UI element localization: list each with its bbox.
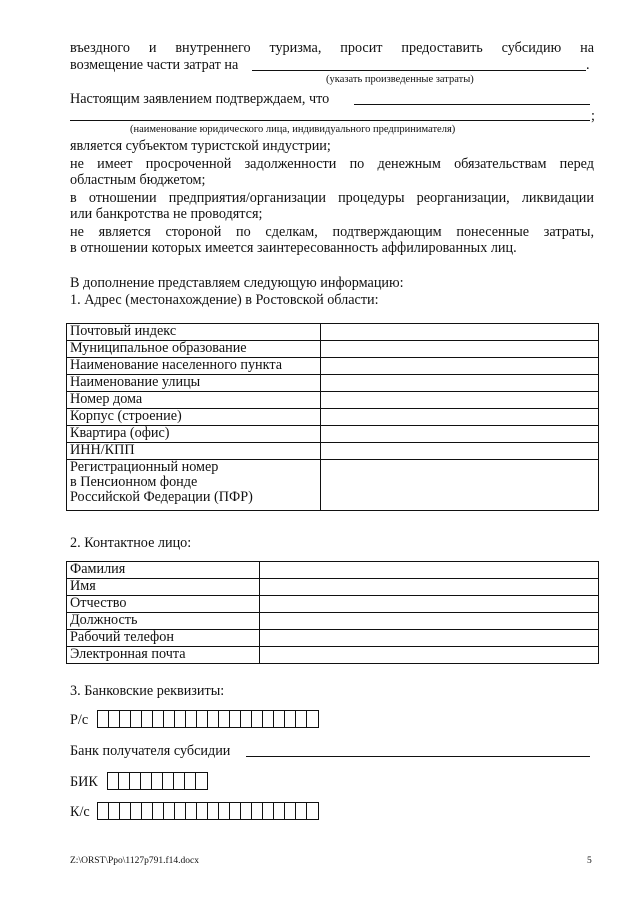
hint-costs: (указать произведенные затраты): [326, 74, 474, 85]
entity-field-1[interactable]: [354, 104, 590, 105]
table-row: [67, 562, 599, 579]
bank-label: Банк получателя субсидии: [70, 743, 231, 759]
row-label: Почтовый индекс: [67, 324, 321, 341]
rs-boxes[interactable]: [97, 710, 319, 728]
table-row: [67, 443, 599, 460]
statement-3b: или банкротства не проводятся;: [70, 206, 263, 222]
row-label: ИНН/КПП: [67, 443, 321, 460]
confirm-text: Настоящим заявлением подтверждаем, что: [70, 91, 330, 107]
table-row: [67, 596, 599, 613]
row-label: Фамилия: [67, 562, 260, 579]
value-cell[interactable]: [320, 409, 598, 426]
intro-line-1: въездного и внутреннего туризма, просит предоставить субсидию на: [70, 40, 594, 56]
section1-title: 1. Адрес (местонахождение) в Ростовской области:: [70, 292, 379, 308]
value-cell[interactable]: [320, 443, 598, 460]
table-row: [67, 375, 599, 392]
row-label: Отчество: [67, 596, 260, 613]
statement-4b: в отношении которых имеется заинтересованность аффилированных лиц.: [70, 240, 517, 256]
intro-line-2: возмещение части затрат на: [70, 57, 239, 73]
value-cell[interactable]: [320, 392, 598, 409]
value-cell[interactable]: [320, 324, 598, 341]
table-row: [67, 647, 599, 664]
footer-path: Z:\ORST\Ppo\1127p791.f14.docx: [70, 856, 199, 866]
contact-table: [66, 561, 599, 664]
row-label: Корпус (строение): [67, 409, 321, 426]
table-row: [67, 358, 599, 375]
section2-title: 2. Контактное лицо:: [70, 535, 192, 551]
ks-label: К/с: [70, 804, 90, 820]
row-label: Номер дома: [67, 392, 321, 409]
statement-4: не является стороной по сделкам, подтверждающим понесенные затраты,: [70, 224, 594, 240]
row-label: Муниципальное образование: [67, 341, 321, 358]
statement-3: в отношении предприятия/организации процедуры реорганизации, ликвидации: [70, 190, 594, 206]
value-cell[interactable]: [259, 579, 598, 596]
additional-info: В дополнение представляем следующую информацию:: [70, 275, 404, 291]
table-row: [67, 613, 599, 630]
table-row: [67, 579, 599, 596]
table-row: [67, 630, 599, 647]
bik-label: БИК: [70, 774, 98, 790]
row-label: Наименование населенного пункта: [67, 358, 321, 375]
row-label: Имя: [67, 579, 260, 596]
table-row: [67, 341, 599, 358]
entity-field-2[interactable]: [70, 120, 590, 121]
statement-2: не имеет просроченной задолженности по денежным обязательствам перед: [70, 156, 594, 172]
page-number: 5: [587, 856, 592, 866]
table-row: [67, 324, 599, 341]
hint-entity: (наименование юридического лица, индивидуального предпринимателя): [130, 124, 456, 135]
value-cell[interactable]: [320, 460, 598, 511]
address-table: [66, 323, 599, 511]
table-row: [67, 426, 599, 443]
value-cell[interactable]: [320, 426, 598, 443]
row-label: Наименование улицы: [67, 375, 321, 392]
statement-1: является субъектом туристской индустрии;: [70, 138, 331, 154]
row-label: Квартира (офис): [67, 426, 321, 443]
value-cell[interactable]: [320, 375, 598, 392]
table-row: [67, 409, 599, 426]
value-cell[interactable]: [320, 341, 598, 358]
statement-2b: областным бюджетом;: [70, 172, 206, 188]
costs-field[interactable]: [252, 70, 586, 71]
row-label: Рабочий телефон: [67, 630, 260, 647]
section3-title: 3. Банковские реквизиты:: [70, 683, 225, 699]
table-row: [67, 460, 599, 511]
row-label: Электронная почта: [67, 647, 260, 664]
bik-boxes[interactable]: [107, 772, 208, 790]
value-cell[interactable]: [259, 647, 598, 664]
rs-label: Р/с: [70, 712, 89, 728]
value-cell[interactable]: [259, 562, 598, 579]
table-row: [67, 392, 599, 409]
ks-boxes[interactable]: [97, 802, 319, 820]
value-cell[interactable]: [259, 630, 598, 647]
row-label: Должность: [67, 613, 260, 630]
bank-field[interactable]: [246, 756, 590, 757]
period: .: [586, 57, 590, 73]
value-cell[interactable]: [259, 613, 598, 630]
semicolon: ;: [591, 108, 595, 124]
row-label-pfr: Регистрационный номер в Пенсионном фонде Российской Федерации (ПФР): [67, 460, 321, 511]
value-cell[interactable]: [320, 358, 598, 375]
value-cell[interactable]: [259, 596, 598, 613]
